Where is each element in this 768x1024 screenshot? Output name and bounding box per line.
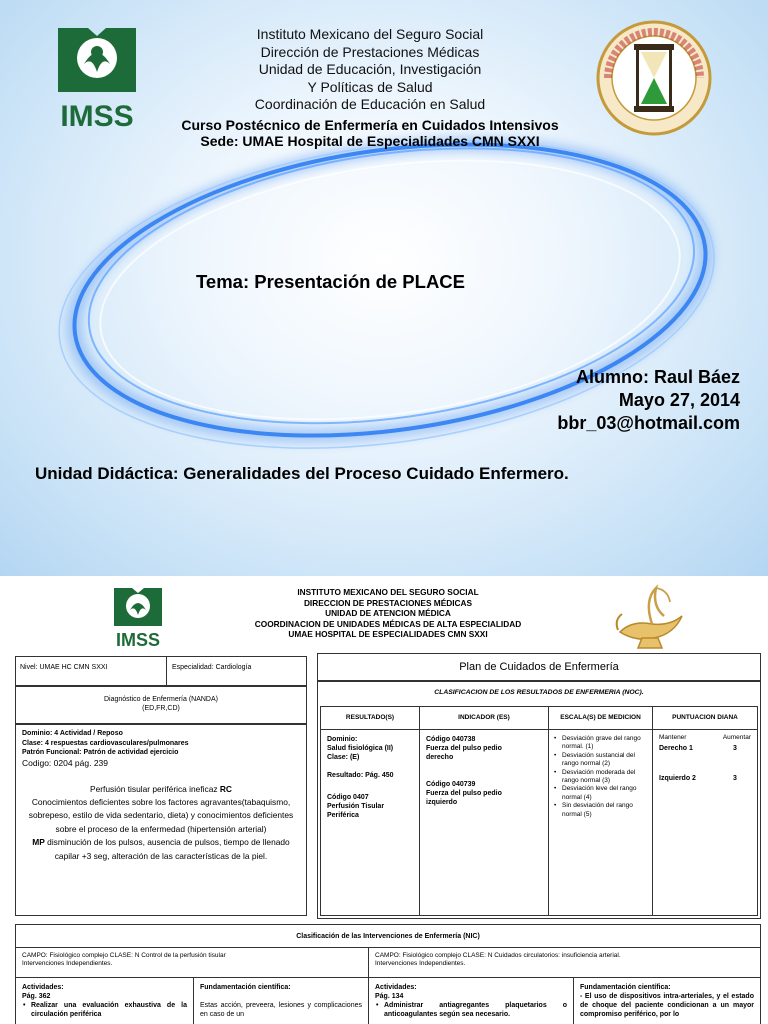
escala-item: • Desviación sustancial del rango normal (2) xyxy=(553,752,648,769)
escala-item: • Desviación grave del rango normal. (1) xyxy=(553,735,648,752)
fund-right-title: Fundamentación científica: xyxy=(580,984,671,991)
diana-row-label: Izquierdo 2 xyxy=(659,775,696,782)
diana-aumentar: Aumentar xyxy=(722,734,751,741)
topic-title: Tema: Presentación de PLACE xyxy=(196,271,466,292)
diagnosis-statement xyxy=(22,783,300,863)
noc-header-indicador: INDICADOR (ES) xyxy=(420,707,549,729)
presentation-date: Mayo 27, 2014 xyxy=(618,390,740,410)
indicador-line: Fuerza del pulso pedio xyxy=(426,790,502,797)
patron-line: Patrón Funcional: Patrón de actividad ejercicio xyxy=(22,749,179,756)
header-line: DIRECCION DE PRESTACIONES MÉDICAS xyxy=(303,597,473,608)
diagnosis-factors: Conocimientos deficientes sobre los factores agravantes(tabaquismo, sobrepeso, estilo de vida sedentario, dieta) y conocimientos deficientes sobre el proceso de la enfermedad (hipertensión arterial) xyxy=(28,796,294,834)
intervenciones-left: Intervenciones Independientes. xyxy=(22,960,113,968)
header-line: INSTITUTO MEXICANO DEL SEGURO SOCIAL xyxy=(297,587,479,597)
noc-title: CLASIFICACION DE LOS RESULTADOS DE ENFERMERIA (NOC). xyxy=(434,689,644,696)
didactic-unit: Unidad Didáctica: Generalidades del Proceso Cuidado Enfermero. xyxy=(35,464,569,483)
campo-right-text: CAMPO: Fisiológico complejo CLASE: N Cuidados circulatorios: insuficiencia arterial. xyxy=(375,952,621,959)
escala-item: • Desviación leve del rango normal (4) xyxy=(553,785,648,802)
act-right-list xyxy=(375,1001,567,1019)
act-left-title: Actividades: xyxy=(22,984,64,991)
course-line: Sede: UMAE Hospital de Especialidades CMN SXXI xyxy=(200,132,540,149)
header-line: COORDINACION DE UNIDADES MÉDICAS DE ALTA ESPECIALIDAD xyxy=(254,618,522,629)
especialidad-label: Especialidad: Cardiología xyxy=(172,664,252,671)
act-left-list xyxy=(22,1001,187,1019)
indicador-line: Código 040739 xyxy=(426,781,476,788)
fund-left-cell xyxy=(194,977,369,1024)
intervenciones-right: Intervenciones Independientes. xyxy=(375,960,466,968)
dominio-line: Dominio: 4 Actividad / Reposo xyxy=(22,730,123,737)
nic-campo-right xyxy=(369,947,760,977)
resultado-cell xyxy=(321,730,420,915)
svg-text:IMSS: IMSS xyxy=(60,100,134,133)
indicador-cell xyxy=(420,730,549,915)
plan-title-box xyxy=(317,653,761,681)
diana-row-value: 3 xyxy=(733,745,737,752)
fund-right-text: - El uso de dispositivos intra-arteriales, y el estado de choque del paciente condicionan a un mayor compromiso periférico, por lo xyxy=(580,993,754,1018)
indicador-line: Fuerza del pulso pedio xyxy=(426,745,502,752)
fund-right-cell xyxy=(574,977,760,1024)
header-line: UMAE HOSPITAL DE ESPECIALIDADES CMN SXXI xyxy=(288,629,488,640)
act-left-page: Pág. 362 xyxy=(22,993,51,1000)
escala-item: • Sin desviación del rango normal (5) xyxy=(553,802,648,819)
campo-left-text: CAMPO: Fisiológico complejo CLASE: N Control de la perfusión tisular xyxy=(22,952,226,959)
noc-header-resultado: RESULTADO(S) xyxy=(321,707,420,729)
rc-label: RC xyxy=(219,783,232,794)
course-title xyxy=(110,118,630,149)
diagnostico-header xyxy=(15,686,307,724)
diagnostico-title: Diagnóstico de Enfermería (NANDA) xyxy=(104,696,218,703)
header-line: Instituto Mexicano del Seguro Social xyxy=(256,26,484,42)
student-email: bbr_03@hotmail.com xyxy=(557,413,740,433)
care-plan-slide xyxy=(0,576,768,1024)
diagnosis-signs: disminución de los pulsos, ausencia de pulsos, tiempo de llenado capilar +3 seg, alteración de las características de la piel. xyxy=(44,837,290,861)
course-line: Curso Postécnico de Enfermería en Cuidados Intensivos xyxy=(181,117,559,133)
plan-title: Plan de Cuidados de Enfermería xyxy=(459,661,619,673)
diana-row-value: 3 xyxy=(733,775,737,782)
header-line: Y Políticas de Salud xyxy=(307,78,433,95)
escala-cell xyxy=(549,730,653,915)
escala-list xyxy=(553,735,648,819)
act-left-item: • Realizar una evaluación exhaustiva de la circulación periférica xyxy=(22,1001,187,1019)
noc-header-diana: PUNTUACION DIANA xyxy=(672,714,738,721)
nic-box xyxy=(15,924,761,1024)
diana-row-label: Derecho 1 xyxy=(659,745,693,752)
indicador-line: Código 040738 xyxy=(426,736,476,743)
resultado-line: Salud fisiológica (II) xyxy=(327,745,394,752)
institution-header xyxy=(150,26,590,114)
act-left-cell xyxy=(16,977,194,1024)
student-info xyxy=(557,366,740,435)
resultado-line: Código 0407 xyxy=(327,794,369,801)
clase-line: Clase: 4 respuestas cardiovasculares/pulmonares xyxy=(22,739,189,747)
diagnosis-problem: Perfusión tisular periférica ineficaz xyxy=(90,783,220,794)
fund-left-text: Estas acción, preveera, lesiones y complicaciones en caso de un xyxy=(200,1002,362,1018)
diana-cell xyxy=(653,730,757,915)
codigo-line: Codigo: 0204 pág. 239 xyxy=(22,757,109,768)
imss-logo-small-icon xyxy=(108,584,168,652)
resultado-line: Periférica xyxy=(327,812,359,819)
header-line: Unidad de Educación, Investigación xyxy=(258,61,482,78)
mp-label: MP xyxy=(32,837,45,848)
nic-title: Clasificación de las Intervenciones de Enfermería (NIC) xyxy=(296,933,480,940)
resultado-line: Clase: (E) xyxy=(327,754,360,761)
nivel-label: Nivel: UMAE HC CMN SXXI xyxy=(20,664,108,671)
header-line: Coordinación de Educación en Salud xyxy=(254,96,486,113)
nivel-box xyxy=(15,656,307,686)
fund-left-title: Fundamentación científica: xyxy=(200,984,291,991)
escala-item: • Desviación moderada del rango normal (3) xyxy=(553,769,648,786)
act-right-item: • Administrar antiagregantes plaquetarios o anticoagulantes según sea necesario. xyxy=(375,1001,567,1019)
diana-mantener: Mantener xyxy=(659,734,687,741)
student-name: Alumno: Raul Báez xyxy=(575,367,740,387)
resultado-line: Dominio: xyxy=(327,736,358,743)
indicador-line: derecho xyxy=(426,754,454,761)
indicador-line: izquierdo xyxy=(426,799,458,806)
institution-header-2 xyxy=(210,587,566,640)
resultado-line: Perfusión Tisular xyxy=(327,803,385,810)
nic-campo-left xyxy=(16,947,369,977)
act-right-title: Actividades: xyxy=(375,984,417,991)
noc-box xyxy=(317,681,761,919)
nursing-lamp-icon xyxy=(612,580,690,652)
header-line: Dirección de Prestaciones Médicas xyxy=(260,43,480,60)
header-line: UNIDAD DE ATENCION MÉDICA xyxy=(325,608,451,619)
act-right-cell xyxy=(369,977,574,1024)
act-right-page: Pág. 134 xyxy=(375,993,404,1000)
resultado-line: Resultado: Pág. 450 xyxy=(327,772,394,779)
diagnostico-body xyxy=(15,724,307,916)
noc-header-escala: ESCALA(S) DE MEDICION xyxy=(549,707,653,729)
svg-text:IMSS: IMSS xyxy=(115,630,161,650)
diagnostico-sub: (ED,FR,CD) xyxy=(142,705,180,712)
